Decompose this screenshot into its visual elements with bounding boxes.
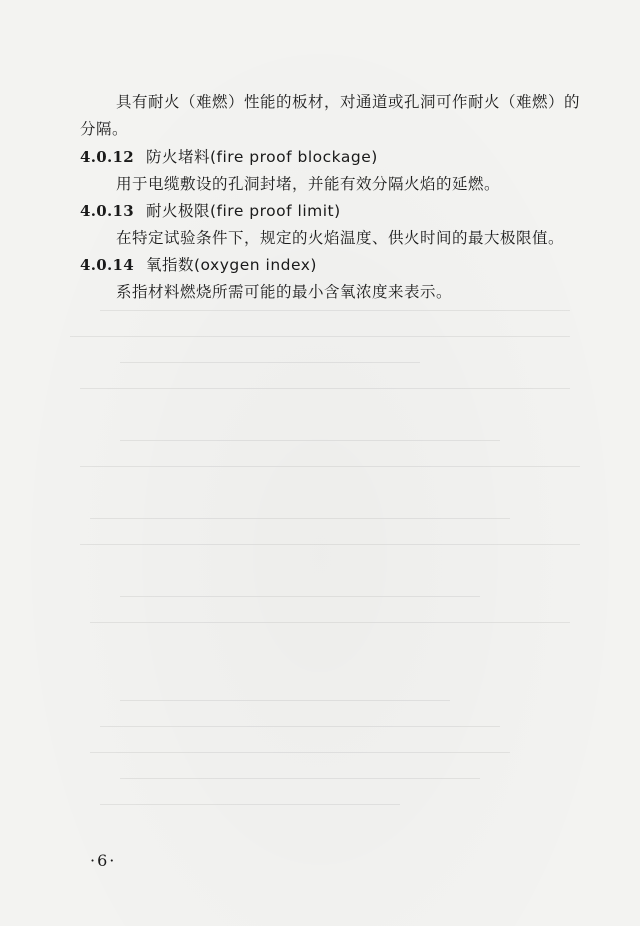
- entry-term: 耐火极限(fire proof limit): [146, 202, 341, 220]
- entry-number: 4.0.12: [80, 148, 134, 166]
- entry-term: 防火堵料(fire proof blockage): [146, 148, 378, 166]
- entry-number: 4.0.14: [80, 256, 134, 274]
- paragraph-line-1: 具有耐火（难燃）性能的板材，对通道或孔洞可作耐火（难燃）的: [116, 93, 581, 111]
- entry-term: 氧指数(oxygen index): [146, 256, 317, 274]
- show-through-texture: [60, 300, 600, 860]
- paragraph-line-2: 分隔。: [80, 120, 129, 138]
- page-number: ·6·: [90, 851, 117, 870]
- entry-4-0-14-definition: 系指材料燃烧所需可能的最小含氧浓度来表示。: [116, 283, 453, 301]
- entry-4-0-13-heading: [80, 200, 341, 222]
- entry-4-0-13-definition: 在特定试验条件下，规定的火焰温度、供火时间的最大极限值。: [116, 229, 565, 247]
- entry-number: 4.0.13: [80, 202, 134, 220]
- entry-4-0-14-heading: [80, 254, 317, 276]
- entry-4-0-12-definition: 用于电缆敷设的孔洞封堵，并能有效分隔火焰的延燃。: [116, 175, 501, 193]
- entry-4-0-12-heading: [80, 146, 378, 168]
